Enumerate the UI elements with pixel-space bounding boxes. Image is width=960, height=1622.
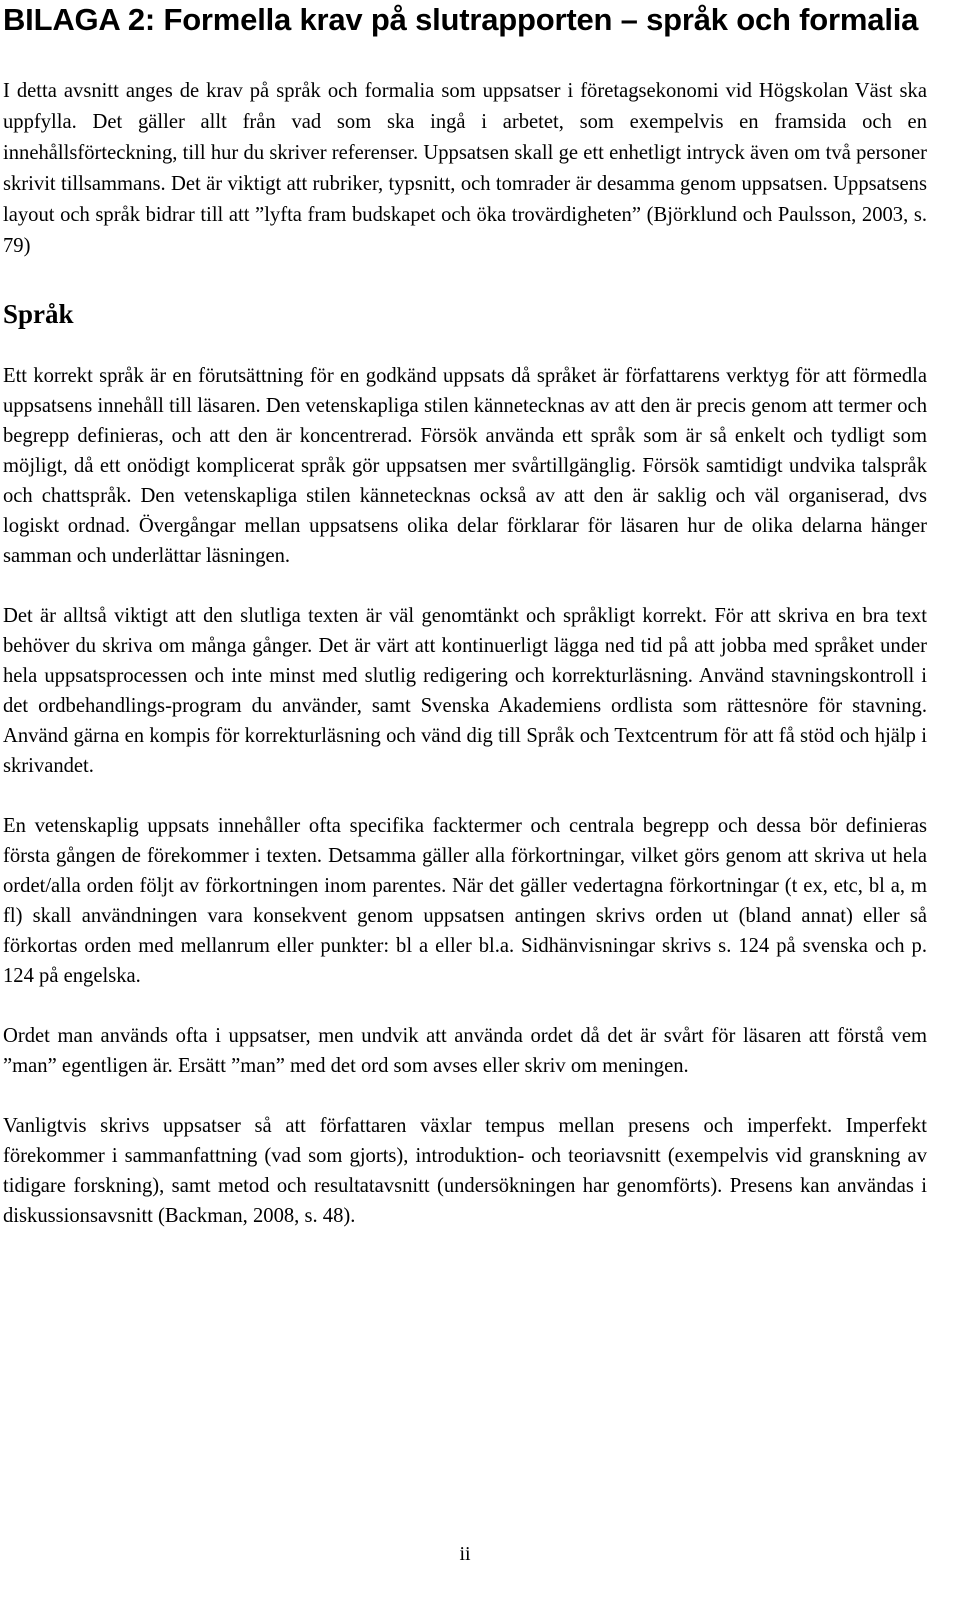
paragraph: En vetenskaplig uppsats innehåller ofta specifika facktermer och centrala begrepp och dessa bör definieras första gången de förekommer i texten. Detsamma gäller alla förkortningar, vilket görs genom att skriva ut hela ordet/alla orden följt av förkortningen inom parentes. När det gäller vedertagna förkortningar (t ex, etc, bl a, m fl) skall användningen vara konsekvent genom uppsatsen antingen skrivs orden ut (bland annat) eller så förkortas orden med mellanrum eller punkter: bl a eller bl.a. Sidhänvisningar skrivs s. 124 på svenska och p. 124 på engelska.: [3, 815, 927, 987]
paragraph: Ordet man används ofta i uppsatser, men undvik att använda ordet då det är svårt för läsaren att förstå vem ”man” egentligen är. Ersätt ”man” med det ord som avses eller skriv om meningen.: [3, 1025, 927, 1077]
document-content: [3, 0, 927, 1231]
paragraph: Vanligtvis skrivs uppsatser så att författaren växlar tempus mellan presens och imperfekt. Imperfekt förekommer i sammanfattning (vad som gjorts), introduktion- och teoriavsnitt (exempelvis vid granskning av tidigare forskning), samt metod och resultatavsnitt (undersökningen har genomförts). Presens kan användas i diskussionsavsnitt (Backman, 2008, s. 48).: [3, 1115, 927, 1227]
page-title: BILAGA 2: Formella krav på slutrapporten – språk och formalia: [3, 2, 919, 37]
section-heading: Språk: [3, 299, 74, 329]
paragraph: Ett korrekt språk är en förutsättning för en godkänd uppsats då språket är författarens verktyg för att förmedla uppsatsens innehåll till läsaren. Den vetenskapliga stilen kännetecknas av att den är precis genom att termer och begrepp definieras, och att den är koncentrerad. Försök använda ett språk som är så enkelt och tydligt som möjligt, då ett onödigt komplicerat språk gör uppsatsen mer svårtillgänglig. Försök samtidigt undvika talspråk och chattspråk. Den vetenskapliga stilen kännetecknas också av att den är saklig och väl organiserad, dvs logiskt ordnad. Övergångar mellan uppsatsens olika delar förklarar för läsaren hur de olika delarna hänger samman och underlättar läsningen.: [3, 365, 927, 567]
intro-paragraph: I detta avsnitt anges de krav på språk och formalia som uppsatser i företagsekonomi vid Högskolan Väst ska uppfylla. Det gäller allt från vad som ska ingå i arbetet, som exempelvis en framsida och en innehållsförteckning, till hur du skriver referenser. Uppsatsen skall ge ett enhetligt intryck även om två personer skrivit tillsammans. Det är viktigt att rubriker, typsnitt, och tomrader är desamma genom uppsatsen. Uppsatsens layout och språk bidrar till att ”lyfta fram budskapet och öka trovärdigheten” (Björklund och Paulsson, 2003, s. 79): [3, 80, 927, 257]
paragraph: Det är alltså viktigt att den slutliga texten är väl genomtänkt och språkligt korrekt. För att skriva en bra text behöver du skriva om många gånger. Det är värt att kontinuerligt lägga ned tid på att jobba med språket under hela uppsatsprocessen och inte minst med slutlig redigering och korrekturläsning. Använd stavningskontroll i det ordbehandlings-program du använder, samt Svenska Akademiens ordlista som rättesnöre för stavning. Använd gärna en kompis för korrekturläsning och vänd dig till Språk och Textcentrum för att få stöd och hjälp i skrivandet.: [3, 605, 927, 777]
page-number: ii: [459, 1543, 471, 1565]
